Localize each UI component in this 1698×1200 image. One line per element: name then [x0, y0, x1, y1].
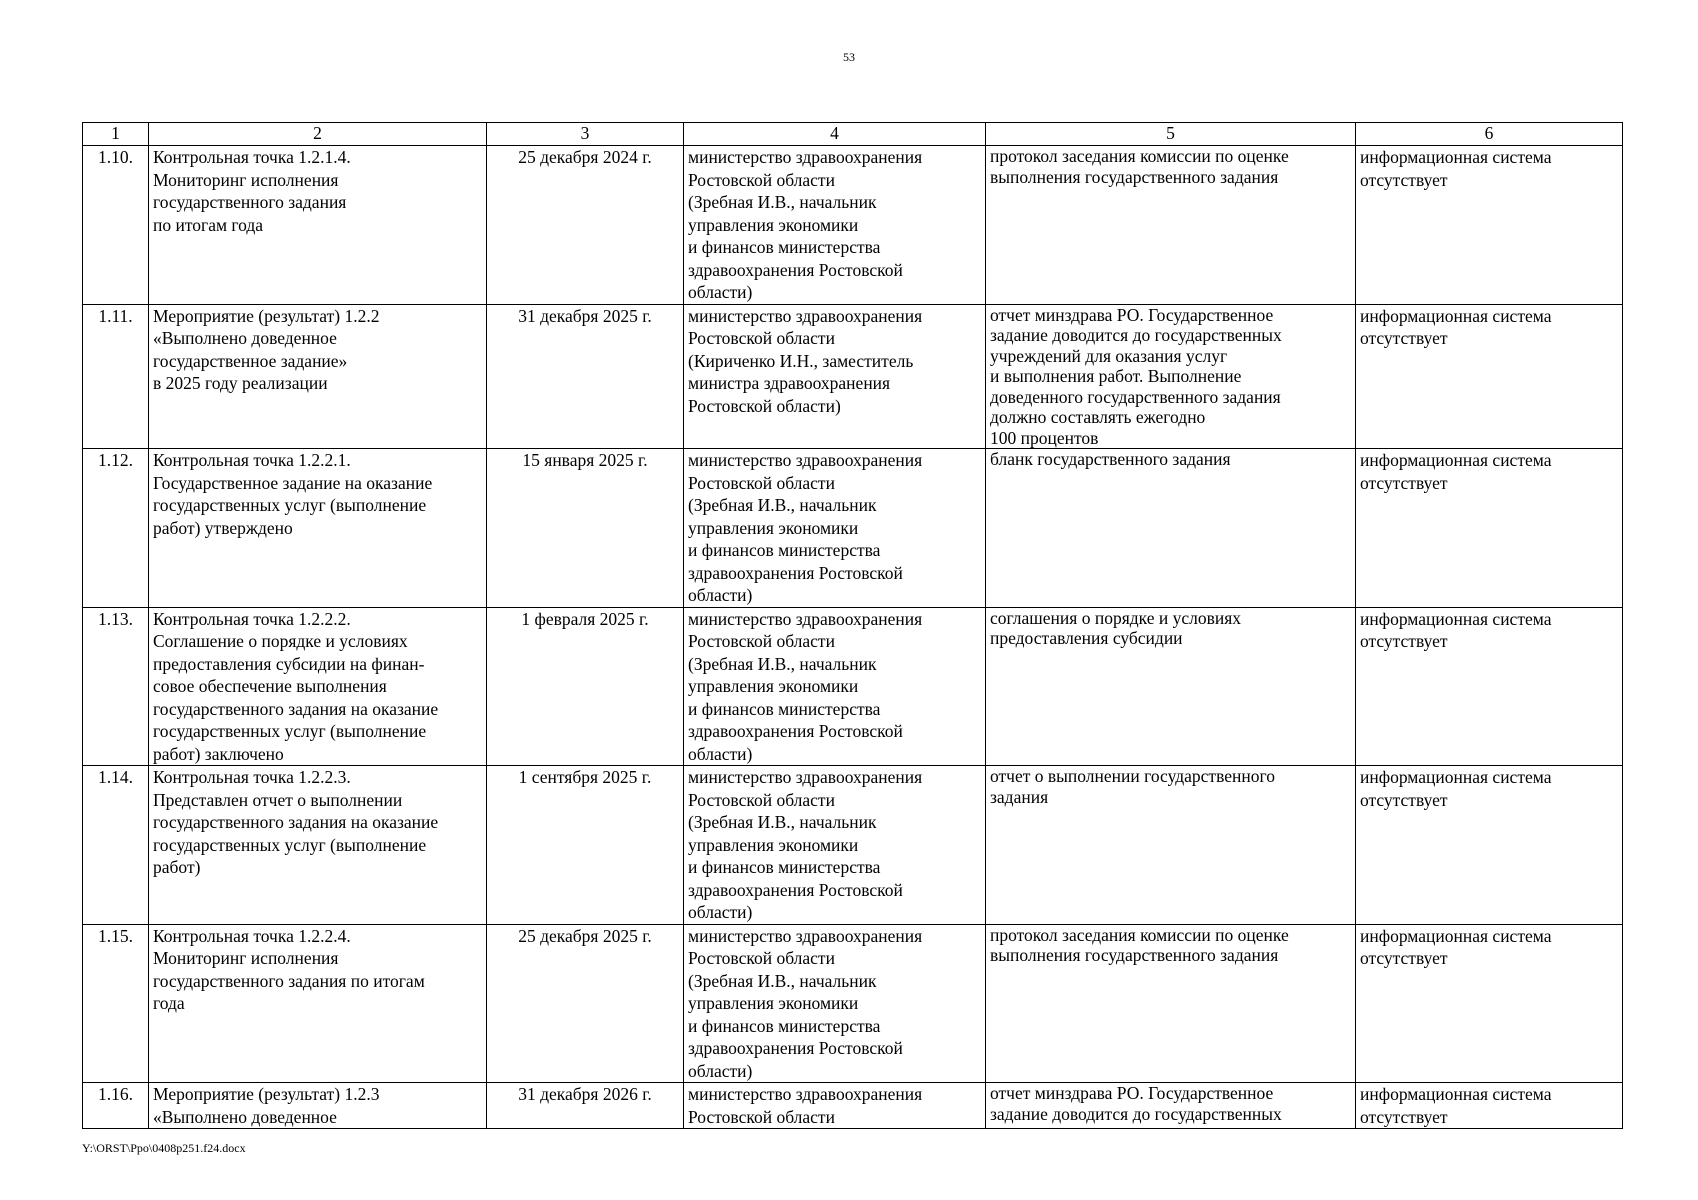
responsible-executor-line: управления экономики [688, 834, 859, 855]
confirming-document-cell [986, 607, 1356, 766]
column-header: 3 [487, 123, 684, 146]
event-name-cell [149, 924, 487, 1083]
information-system-cell [1356, 449, 1623, 608]
information-system-cell [1356, 1083, 1623, 1129]
deadline-date-cell: 25 декабря 2025 г. [487, 924, 684, 1083]
event-name-line: по итогам года [153, 214, 264, 235]
responsible-executor-line: и финансов министерства [688, 237, 881, 257]
event-name-line: предоставления субсидии на финан- [153, 653, 425, 674]
confirming-document-line: отчет о выполнении государственного [990, 766, 1275, 786]
table-row [83, 304, 1623, 449]
confirming-document-line: доведенного государственного задания [990, 386, 1281, 407]
responsible-executor-cell [684, 766, 986, 925]
information-system-cell [1356, 766, 1623, 925]
column-header: 4 [684, 123, 986, 146]
responsible-executor-line: управления экономики [688, 214, 859, 235]
responsible-executor-line: министерство здравоохранения [688, 1084, 923, 1104]
event-name-line: государственного задания [153, 192, 347, 212]
event-name-line: «Выполнено доведенное [153, 328, 337, 348]
responsible-executor-line: области) [688, 585, 753, 605]
responsible-executor-line: (Зребная И.В., начальник [688, 653, 877, 674]
footer-file-path: Y:\ORST\Ppo\0408p251.f24.docx [82, 1141, 246, 1155]
row-number-cell: 1.10. [83, 146, 149, 305]
confirming-document-line: соглашения о порядке и условиях [990, 607, 1242, 628]
responsible-executor-line: здравоохранения Ростовской [688, 721, 903, 741]
page-number: 53 [843, 50, 855, 64]
responsible-executor-line: (Зребная И.В., начальник [688, 812, 877, 832]
responsible-executor-line: министерство здравоохранения [688, 767, 923, 787]
table-header-row [83, 123, 1623, 146]
responsible-executor-cell [684, 449, 986, 608]
responsible-executor-line: министерство здравоохранения [688, 147, 923, 167]
event-name-line: Мероприятие (результат) 1.2.3 [153, 1084, 380, 1104]
deadline-date-cell: 31 декабря 2026 г. [487, 1083, 684, 1129]
information-system-line: информационная система [1360, 1084, 1552, 1104]
event-name-line: в 2025 году реализации [153, 373, 328, 393]
information-system-line: информационная система [1360, 305, 1552, 326]
responsible-executor-cell [684, 924, 986, 1083]
responsible-executor-line: и финансов министерства [688, 857, 881, 877]
information-system-line: информационная система [1360, 925, 1552, 946]
table-row [83, 146, 1623, 305]
table-body [83, 146, 1623, 1129]
information-system-line: отсутствует [1360, 1106, 1448, 1127]
event-name-line: Мероприятие (результат) 1.2.2 [153, 305, 380, 326]
responsible-executor-line: Ростовской области [688, 328, 835, 348]
table-row [83, 607, 1623, 766]
information-system-line: отсутствует [1360, 472, 1448, 493]
information-system-line: отсутствует [1360, 169, 1448, 190]
confirming-document-line: бланк государственного задания [990, 449, 1231, 469]
responsible-executor-line: здравоохранения Ростовской [688, 562, 903, 583]
confirming-document-cell [986, 146, 1356, 305]
responsible-executor-line: (Зребная И.В., начальник [688, 970, 877, 991]
event-name-line: Соглашение о порядке и условиях [153, 631, 408, 651]
responsible-executor-cell [684, 146, 986, 305]
information-system-line: отсутствует [1360, 631, 1448, 651]
event-name-line: государственных услуг (выполнение [153, 721, 427, 741]
responsible-executor-line: здравоохранения Ростовской [688, 1038, 903, 1058]
information-system-cell [1356, 304, 1623, 449]
confirming-document-line: учреждений для оказания услуг [990, 345, 1228, 366]
responsible-executor-line: управления экономики [688, 517, 859, 538]
confirming-document-line: отчет минздрава РО. Государственное [990, 1083, 1274, 1103]
event-name-line: государственного задания на оказание [153, 698, 439, 719]
confirming-document-cell [986, 449, 1356, 608]
responsible-executor-line: министерство здравоохранения [688, 305, 923, 326]
confirming-document-line: и выполнения работ. Выполнение [990, 366, 1242, 386]
responsible-executor-line: области) [688, 743, 753, 764]
information-system-line: информационная система [1360, 450, 1552, 470]
event-name-line: совое обеспечение выполнения [153, 676, 387, 696]
deadline-date-cell: 1 сентября 2025 г. [487, 766, 684, 925]
responsible-executor-line: министерство здравоохранения [688, 450, 923, 470]
information-system-line: информационная система [1360, 767, 1552, 787]
column-header: 2 [149, 123, 487, 146]
responsible-executor-line: министерство здравоохранения [688, 925, 923, 946]
confirming-document-line: задания [990, 786, 1049, 807]
event-name-line: «Выполнено доведенное [153, 1106, 337, 1127]
confirming-document-line: задание доводится до государственных [990, 1103, 1282, 1124]
column-header: 6 [1356, 123, 1623, 146]
information-system-cell [1356, 146, 1623, 305]
column-header: 1 [83, 123, 149, 146]
event-name-line: Контрольная точка 1.2.2.2. [153, 608, 351, 629]
responsible-executor-line: Ростовской области) [688, 395, 841, 416]
confirming-document-line: должно составлять ежегодно [990, 407, 1206, 427]
information-system-line: отсутствует [1360, 948, 1448, 968]
event-name-line: Мониторинг исполнения [153, 169, 339, 190]
table-row [83, 1083, 1623, 1129]
confirming-document-line: протокол заседания комиссии по оценке [990, 146, 1289, 166]
event-name-cell [149, 766, 487, 925]
responsible-executor-line: здравоохранения Ростовской [688, 259, 903, 280]
event-name-line: государственных услуг (выполнение [153, 495, 427, 515]
responsible-executor-line: министра здравоохранения [688, 373, 891, 393]
event-name-cell [149, 304, 487, 449]
row-number-cell: 1.12. [83, 449, 149, 608]
event-name-line: Контрольная точка 1.2.1.4. [153, 147, 351, 167]
responsible-executor-line: области) [688, 282, 753, 302]
event-name-line: Мониторинг исполнения [153, 948, 339, 968]
confirming-document-cell [986, 766, 1356, 925]
information-system-cell [1356, 924, 1623, 1083]
responsible-executor-cell [684, 304, 986, 449]
event-name-cell [149, 607, 487, 766]
table-row [83, 924, 1623, 1083]
responsible-executor-line: (Кириченко И.Н., заместитель [688, 350, 914, 371]
table-row [83, 766, 1623, 925]
responsible-executor-line: министерство здравоохранения [688, 608, 923, 629]
responsible-executor-line: и финансов министерства [688, 1015, 881, 1036]
deadline-date-cell: 1 февраля 2025 г. [487, 607, 684, 766]
information-system-line: информационная система [1360, 608, 1552, 629]
row-number-cell: 1.11. [83, 304, 149, 449]
information-system-line: отсутствует [1360, 328, 1448, 348]
confirming-document-line: выполнения государственного задания [990, 166, 1279, 187]
responsible-executor-line: (Зребная И.В., начальник [688, 495, 877, 515]
event-name-line: государственное задание» [153, 350, 348, 371]
event-name-line: работ) заключено [153, 743, 284, 764]
responsible-executor-line: и финансов министерства [688, 540, 881, 560]
responsible-executor-line: (Зребная И.В., начальник [688, 192, 877, 212]
event-name-line: года [153, 993, 185, 1013]
event-name-line: Государственное задание на оказание [153, 472, 433, 493]
confirming-document-line: предоставления субсидии [990, 628, 1183, 648]
row-number-cell: 1.13. [83, 607, 149, 766]
row-number-cell: 1.15. [83, 924, 149, 1083]
event-name-line: государственных услуг (выполнение [153, 834, 427, 855]
responsible-executor-line: Ростовской области [688, 948, 835, 968]
information-system-line: информационная система [1360, 147, 1552, 167]
deadline-date-cell: 31 декабря 2025 г. [487, 304, 684, 449]
information-system-line: отсутствует [1360, 789, 1448, 810]
row-number-cell: 1.16. [83, 1083, 149, 1129]
event-name-line: Контрольная точка 1.2.2.3. [153, 767, 351, 787]
event-name-cell [149, 146, 487, 305]
responsible-executor-line: Ростовской области [688, 631, 835, 651]
responsible-executor-line: области) [688, 902, 753, 922]
event-name-line: работ) [153, 857, 201, 877]
confirming-document-line: отчет минздрава РО. Государственное [990, 304, 1274, 325]
confirming-document-line: 100 процентов [990, 427, 1099, 448]
column-header: 5 [986, 123, 1356, 146]
row-number-cell: 1.14. [83, 766, 149, 925]
responsible-executor-line: и финансов министерства [688, 698, 881, 719]
event-name-line: государственного задания по итогам [153, 970, 425, 991]
responsible-executor-line: Ростовской области [688, 472, 835, 493]
confirming-document-line: выполнения государственного задания [990, 945, 1279, 965]
event-name-line: Представлен отчет о выполнении [153, 789, 403, 810]
event-name-line: работ) утверждено [153, 517, 293, 538]
responsible-executor-line: области) [688, 1060, 753, 1081]
event-name-line: Контрольная точка 1.2.2.1. [153, 450, 351, 470]
confirming-document-line: задание доводится до государственных [990, 325, 1282, 345]
responsible-executor-line: управления экономики [688, 676, 859, 696]
event-name-cell [149, 449, 487, 608]
plan-table [82, 122, 1623, 1129]
confirming-document-cell [986, 924, 1356, 1083]
event-name-cell [149, 1083, 487, 1129]
deadline-date-cell: 15 января 2025 г. [487, 449, 684, 608]
confirming-document-cell [986, 1083, 1356, 1129]
confirming-document-line: протокол заседания комиссии по оценке [990, 924, 1289, 945]
confirming-document-cell [986, 304, 1356, 449]
event-name-line: Контрольная точка 1.2.2.4. [153, 925, 351, 946]
responsible-executor-cell [684, 607, 986, 766]
table-row [83, 449, 1623, 608]
responsible-executor-line: Ростовской области [688, 169, 835, 190]
responsible-executor-cell [684, 1083, 986, 1129]
responsible-executor-line: Ростовской области [688, 789, 835, 810]
responsible-executor-line: управления экономики [688, 993, 859, 1013]
information-system-cell [1356, 607, 1623, 766]
responsible-executor-line: здравоохранения Ростовской [688, 879, 903, 900]
deadline-date-cell: 25 декабря 2024 г. [487, 146, 684, 305]
event-name-line: государственного задания на оказание [153, 812, 439, 832]
responsible-executor-line: Ростовской области [688, 1106, 835, 1127]
